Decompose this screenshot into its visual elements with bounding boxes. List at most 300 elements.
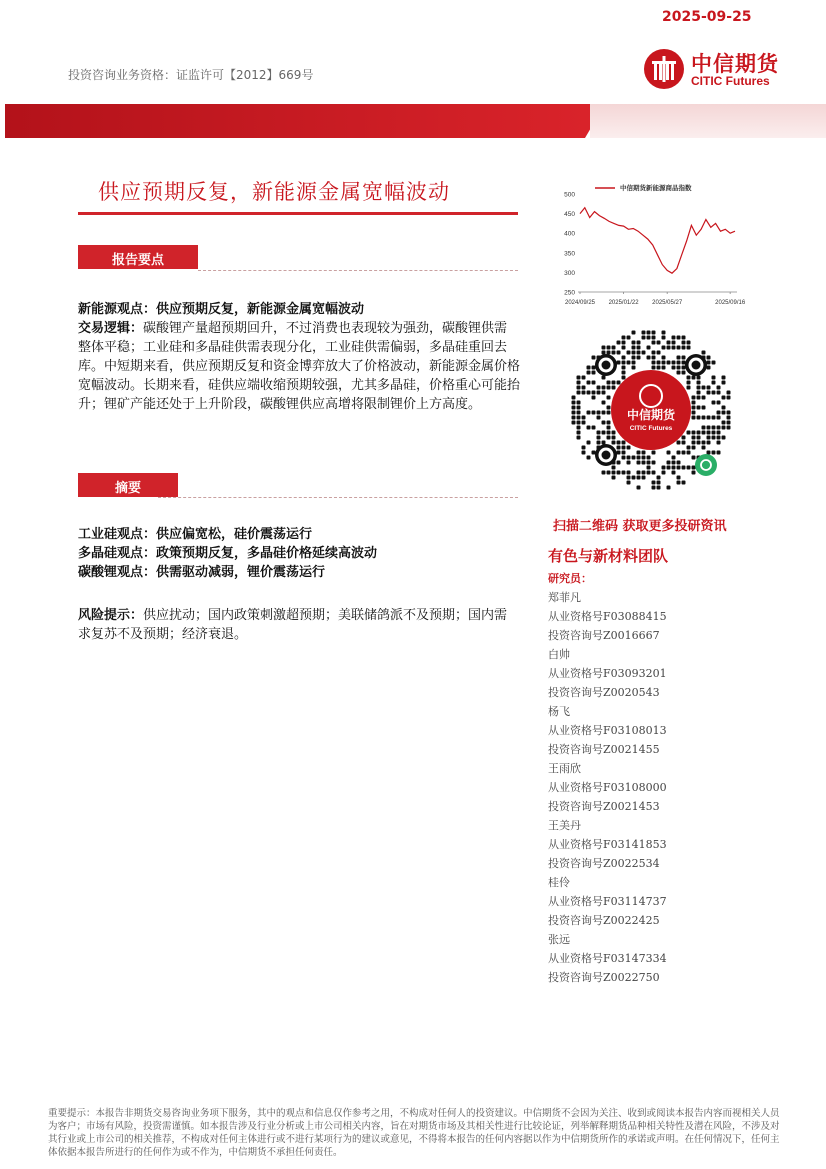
- qr-module: [652, 356, 656, 360]
- qr-module: [627, 361, 631, 365]
- qr-module: [632, 356, 636, 360]
- qr-module: [707, 431, 711, 435]
- qr-module: [572, 411, 576, 415]
- qr-module: [607, 471, 611, 475]
- qr-module: [582, 416, 586, 420]
- researcher-name: 杨飞: [548, 705, 570, 718]
- logo-cn-text: 中信期货: [691, 52, 779, 76]
- qr-module: [587, 391, 591, 395]
- qr-module: [592, 426, 596, 430]
- researcher-name: 桂伶: [548, 876, 570, 889]
- qr-module: [707, 451, 711, 455]
- qr-module: [592, 371, 596, 375]
- qr-module: [582, 421, 586, 425]
- qr-module: [602, 401, 606, 405]
- qr-module: [582, 386, 586, 390]
- qr-module: [637, 341, 641, 345]
- section-divider: [158, 497, 518, 498]
- qr-module: [647, 356, 651, 360]
- qr-module: [622, 361, 626, 365]
- qr-module: [697, 431, 701, 435]
- qr-module: [612, 441, 616, 445]
- qr-module: [717, 431, 721, 435]
- qr-module: [577, 401, 581, 405]
- qr-module: [707, 426, 711, 430]
- qr-module: [577, 421, 581, 425]
- researcher-qual: 从业资格号F03108013: [548, 724, 667, 737]
- qr-module: [602, 391, 606, 395]
- qr-module: [657, 341, 661, 345]
- qr-module: [712, 416, 716, 420]
- qr-module: [627, 481, 631, 485]
- qr-module: [702, 441, 706, 445]
- risk-label: 风险提示：: [78, 608, 144, 623]
- qr-module: [597, 391, 601, 395]
- y-tick-label: 300: [564, 269, 575, 277]
- qr-logo-cn: 中信期货: [626, 408, 676, 422]
- qr-module: [622, 441, 626, 445]
- qr-module: [637, 461, 641, 465]
- summary-item: 工业硅观点：供应偏宽松，硅价震荡运行: [78, 527, 313, 542]
- qr-module: [622, 456, 626, 460]
- x-tick-label: 2024/09/25: [564, 300, 596, 306]
- qr-module: [622, 346, 626, 350]
- qr-module: [682, 356, 686, 360]
- qr-code[interactable]: [566, 325, 736, 505]
- qr-module: [632, 476, 636, 480]
- qr-module: [612, 471, 616, 475]
- qr-module: [607, 346, 611, 350]
- qr-module: [672, 346, 676, 350]
- qr-module: [712, 426, 716, 430]
- qr-module: [707, 361, 711, 365]
- qr-module: [617, 441, 621, 445]
- qr-module: [592, 451, 596, 455]
- qr-module: [697, 381, 701, 385]
- qr-module: [682, 451, 686, 455]
- qr-module: [587, 441, 591, 445]
- qr-module: [652, 331, 656, 335]
- qr-module: [642, 456, 646, 460]
- qr-caption: 扫描二维码 获取更多投研资讯: [553, 519, 727, 534]
- researcher-consult: 投资咨询号Z0022534: [548, 857, 660, 870]
- qr-module: [587, 426, 591, 430]
- qr-module: [722, 376, 726, 380]
- qr-module: [627, 456, 631, 460]
- qr-finder-dot: [602, 361, 611, 370]
- section-tag-key-points: 报告要点: [78, 245, 198, 269]
- key-point-logic: [78, 319, 520, 414]
- qr-module: [602, 386, 606, 390]
- y-tick-label: 400: [564, 230, 575, 238]
- qr-module: [607, 436, 611, 440]
- researcher-name: 张远: [548, 933, 570, 946]
- qr-module: [692, 441, 696, 445]
- qr-module: [612, 476, 616, 480]
- qr-module: [612, 431, 616, 435]
- qr-module: [687, 431, 691, 435]
- banner-title: 中信期货研究（新能源金属每日报告）: [80, 13, 302, 28]
- qr-module: [607, 406, 611, 410]
- qr-module: [702, 406, 706, 410]
- y-tick-label: 350: [564, 250, 575, 258]
- qr-module: [682, 341, 686, 345]
- qr-module: [662, 336, 666, 340]
- qr-module: [657, 481, 661, 485]
- qr-module: [652, 361, 656, 365]
- qr-module: [667, 461, 671, 465]
- qr-module: [602, 421, 606, 425]
- qr-module: [682, 441, 686, 445]
- qr-module: [642, 476, 646, 480]
- researcher-qual: 从业资格号F03147334: [548, 952, 667, 965]
- researcher-name: 王美丹: [548, 819, 581, 832]
- y-tick-label: 500: [564, 191, 575, 199]
- qr-module: [677, 366, 681, 370]
- qr-module: [712, 431, 716, 435]
- qr-module: [637, 451, 641, 455]
- qr-module: [722, 411, 726, 415]
- license-text: 投资咨询业务资格：证监许可【2012】669号: [68, 68, 314, 82]
- qr-module: [707, 436, 711, 440]
- qr-module: [622, 356, 626, 360]
- qr-module: [697, 391, 701, 395]
- qr-module: [652, 366, 656, 370]
- qr-module: [652, 461, 656, 465]
- qr-module: [707, 441, 711, 445]
- qr-module: [672, 461, 676, 465]
- qr-module: [612, 346, 616, 350]
- x-tick-label: 2025/01/22: [608, 300, 639, 306]
- qr-module: [692, 466, 696, 470]
- qr-module: [642, 451, 646, 455]
- qr-module: [617, 461, 621, 465]
- qr-module: [692, 406, 696, 410]
- qr-module: [687, 451, 691, 455]
- qr-module: [622, 366, 626, 370]
- qr-module: [697, 396, 701, 400]
- qr-module: [617, 361, 621, 365]
- qr-module: [657, 486, 661, 490]
- qr-module: [662, 471, 666, 475]
- qr-module: [592, 381, 596, 385]
- qr-module: [602, 431, 606, 435]
- qr-module: [682, 481, 686, 485]
- citic-logo-icon: [643, 48, 685, 90]
- qr-module: [647, 336, 651, 340]
- risk-warning: [78, 606, 520, 644]
- qr-module: [672, 456, 676, 460]
- qr-module: [632, 456, 636, 460]
- researcher-consult: 投资咨询号Z0016667: [548, 629, 660, 642]
- qr-module: [717, 416, 721, 420]
- qr-module: [582, 376, 586, 380]
- qr-module: [677, 346, 681, 350]
- researcher-consult: 投资咨询号Z0021455: [548, 743, 660, 756]
- qr-module: [607, 431, 611, 435]
- qr-module: [672, 466, 676, 470]
- qr-module: [572, 396, 576, 400]
- page-title: 供应预期反复，新能源金属宽幅波动: [98, 180, 450, 204]
- qr-module: [692, 471, 696, 475]
- qr-module: [647, 471, 651, 475]
- qr-finder-dot: [692, 361, 701, 370]
- qr-module: [587, 381, 591, 385]
- qr-module: [682, 346, 686, 350]
- qr-module: [647, 461, 651, 465]
- qr-module: [602, 411, 606, 415]
- qr-module: [572, 401, 576, 405]
- qr-module: [662, 466, 666, 470]
- qr-module: [597, 386, 601, 390]
- researcher-label: 研究员：: [548, 572, 592, 585]
- qr-module: [637, 351, 641, 355]
- qr-module: [652, 341, 656, 345]
- qr-module: [702, 351, 706, 355]
- qr-module: [692, 436, 696, 440]
- qr-module: [652, 336, 656, 340]
- qr-module: [722, 406, 726, 410]
- legend-label: 中信期货新能源商品指数: [620, 184, 692, 192]
- qr-module: [687, 346, 691, 350]
- qr-module: [712, 381, 716, 385]
- qr-module: [717, 441, 721, 445]
- qr-module: [727, 416, 731, 420]
- qr-module: [717, 426, 721, 430]
- researcher-list: [548, 569, 667, 987]
- qr-module: [682, 336, 686, 340]
- qr-module: [727, 426, 731, 430]
- qr-module: [697, 436, 701, 440]
- qr-module: [692, 401, 696, 405]
- qr-module: [572, 416, 576, 420]
- qr-module: [607, 386, 611, 390]
- qr-module: [697, 376, 701, 380]
- qr-module: [612, 436, 616, 440]
- qr-module: [712, 376, 716, 380]
- qr-module: [677, 361, 681, 365]
- report-date: 2025-09-25: [662, 9, 752, 25]
- qr-module: [607, 351, 611, 355]
- qr-module: [692, 411, 696, 415]
- researcher-qual: 从业资格号F03141853: [548, 838, 667, 851]
- qr-module: [687, 386, 691, 390]
- qr-module: [647, 331, 651, 335]
- qr-module: [722, 426, 726, 430]
- qr-module: [627, 336, 631, 340]
- qr-module: [722, 421, 726, 425]
- qr-module: [662, 361, 666, 365]
- citic-logo: [643, 46, 803, 94]
- disclaimer: 重要提示：本报告非期货交易咨询业务项下服务，其中的观点和信息仅作参考之用，不构成对任何人的投资建议。中信期货不会因为关注、收到或阅读本报告内容而视相关人员为客户；市场有风险，投资需谨慎。如本报告涉及行业分析或上市公司相关内容，旨在对期货市场及其相关性进行比较论证，列举解释期货品种相关特性及潜在风险，不涉及对其行业或上市公司的相关推荐，不构成对任何主体进行或不进行某项行为的建议或意见，不得将本报告的任何内容据以作为中信期货所作的承诺或声明。在任何情况下，任何主体依据本报告所进行的任何作为或不作为，中信期货不承担任何责任。: [48, 1108, 780, 1158]
- qr-module: [717, 451, 721, 455]
- qr-module: [682, 361, 686, 365]
- qr-module: [677, 441, 681, 445]
- qr-module: [662, 356, 666, 360]
- qr-module: [627, 446, 631, 450]
- qr-module: [592, 356, 596, 360]
- team-title: 有色与新材料团队: [548, 547, 669, 565]
- qr-module: [622, 336, 626, 340]
- qr-module: [632, 341, 636, 345]
- qr-module: [607, 396, 611, 400]
- qr-module: [607, 381, 611, 385]
- qr-module: [582, 451, 586, 455]
- qr-module: [582, 391, 586, 395]
- key-point-view: [78, 300, 520, 319]
- qr-module: [707, 386, 711, 390]
- qr-module: [682, 466, 686, 470]
- qr-module: [627, 461, 631, 465]
- qr-module: [687, 466, 691, 470]
- qr-module: [577, 391, 581, 395]
- qr-module: [692, 431, 696, 435]
- risk-text: 供应扰动；国内政策刺激超预期；美联储鸽派不及预期；国内需求复苏不及预期；经济衰退。: [78, 608, 508, 642]
- researcher-qual: 从业资格号F03108000: [548, 781, 667, 794]
- qr-module: [722, 396, 726, 400]
- qr-module: [592, 411, 596, 415]
- qr-module: [597, 411, 601, 415]
- qr-module: [672, 366, 676, 370]
- x-tick-label: 2025/05/27: [652, 300, 683, 306]
- qr-module: [687, 381, 691, 385]
- qr-module: [727, 396, 731, 400]
- qr-module: [652, 471, 656, 475]
- qr-module: [697, 386, 701, 390]
- qr-module: [642, 351, 646, 355]
- qr-module: [722, 381, 726, 385]
- qr-module: [627, 476, 631, 480]
- qr-module: [652, 481, 656, 485]
- qr-logo-en: CITIC Futures: [629, 425, 673, 432]
- qr-module: [617, 451, 621, 455]
- qr-module: [632, 351, 636, 355]
- section-divider: [198, 270, 518, 271]
- qr-module: [647, 456, 651, 460]
- qr-module: [702, 396, 706, 400]
- qr-module: [722, 436, 726, 440]
- qr-module: [692, 416, 696, 420]
- qr-module: [677, 476, 681, 480]
- qr-module: [712, 451, 716, 455]
- qr-module: [587, 371, 591, 375]
- summary-item: 多晶硅观点：政策预期反复，多晶硅价格延续高波动: [78, 546, 378, 561]
- qr-module: [667, 466, 671, 470]
- qr-module: [612, 466, 616, 470]
- qr-module: [597, 431, 601, 435]
- summary-item: 碳酸锂观点：供需驱动减弱，锂价震荡运行: [78, 565, 326, 580]
- qr-module: [592, 366, 596, 370]
- qr-module: [602, 441, 606, 445]
- qr-finder-dot: [602, 451, 611, 460]
- qr-module: [692, 396, 696, 400]
- researcher-consult: 投资咨询号Z0022425: [548, 914, 660, 927]
- qr-module: [647, 466, 651, 470]
- qr-module: [587, 366, 591, 370]
- qr-module: [662, 331, 666, 335]
- qr-module: [592, 391, 596, 395]
- qr-module: [662, 366, 666, 370]
- qr-module: [572, 406, 576, 410]
- qr-module: [677, 336, 681, 340]
- qr-module: [727, 391, 731, 395]
- qr-module: [637, 346, 641, 350]
- section-tag-summary: 摘要: [78, 473, 178, 497]
- qr-module: [607, 426, 611, 430]
- qr-module: [617, 341, 621, 345]
- qr-module: [587, 456, 591, 460]
- qr-module: [622, 471, 626, 475]
- qr-module: [632, 366, 636, 370]
- qr-module: [642, 336, 646, 340]
- qr-module: [617, 351, 621, 355]
- qr-module: [577, 431, 581, 435]
- researcher-consult: 投资咨询号Z0020543: [548, 686, 660, 699]
- qr-module: [717, 386, 721, 390]
- qr-module: [667, 361, 671, 365]
- qr-module: [647, 346, 651, 350]
- qr-module: [587, 411, 591, 415]
- qr-module: [657, 366, 661, 370]
- qr-module: [702, 446, 706, 450]
- qr-module: [572, 421, 576, 425]
- qr-module: [627, 471, 631, 475]
- qr-module: [622, 446, 626, 450]
- qr-module: [712, 436, 716, 440]
- qr-module: [677, 371, 681, 375]
- qr-module: [607, 421, 611, 425]
- qr-module: [642, 461, 646, 465]
- qr-module: [592, 396, 596, 400]
- x-tick-label: 2025/09/16: [715, 300, 746, 306]
- logic-label: 交易逻辑：: [78, 321, 144, 336]
- qr-module: [727, 411, 731, 415]
- researcher-consult: 投资咨询号Z0022750: [548, 971, 660, 984]
- qr-module: [597, 436, 601, 440]
- qr-module: [687, 376, 691, 380]
- qr-module: [602, 346, 606, 350]
- qr-module: [597, 416, 601, 420]
- wechat-miniprogram-icon: [695, 454, 717, 476]
- qr-module: [677, 466, 681, 470]
- qr-module: [627, 351, 631, 355]
- qr-module: [652, 351, 656, 355]
- qr-module: [712, 391, 716, 395]
- qr-module: [697, 416, 701, 420]
- qr-module: [717, 401, 721, 405]
- qr-module: [577, 386, 581, 390]
- qr-module: [702, 386, 706, 390]
- qr-module: [642, 331, 646, 335]
- qr-module: [612, 386, 616, 390]
- qr-module: [667, 451, 671, 455]
- qr-module: [652, 486, 656, 490]
- view-label: 新能源观点：: [78, 302, 157, 317]
- qr-module: [612, 351, 616, 355]
- qr-module: [637, 456, 641, 460]
- qr-module: [617, 381, 621, 385]
- qr-module: [662, 346, 666, 350]
- qr-module: [617, 471, 621, 475]
- qr-module: [697, 441, 701, 445]
- qr-module: [577, 406, 581, 410]
- qr-module: [692, 376, 696, 380]
- qr-module: [577, 376, 581, 380]
- qr-module: [692, 446, 696, 450]
- qr-module: [577, 426, 581, 430]
- researcher-qual: 从业资格号F03088415: [548, 610, 667, 623]
- qr-module: [667, 341, 671, 345]
